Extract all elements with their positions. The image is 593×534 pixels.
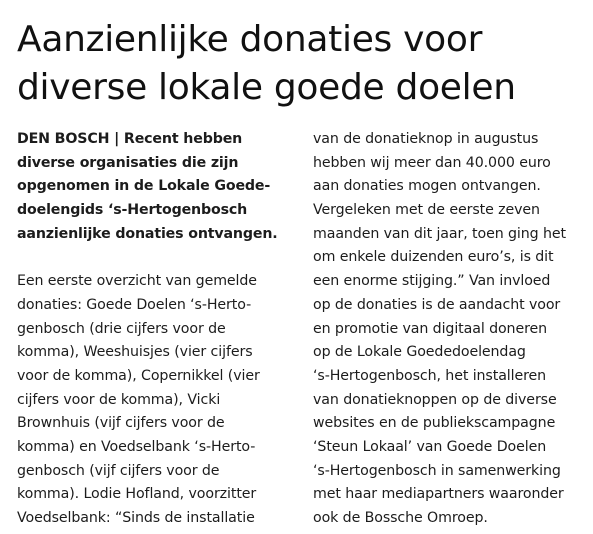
body-line: aan donaties mogen ontvangen.	[313, 178, 541, 195]
body-line: en promotie van digitaal doneren	[313, 320, 548, 337]
body-line: Vergeleken met de eerste zeven	[313, 202, 540, 219]
body-line: maanden van dit jaar, toen ging het	[313, 225, 566, 242]
body-line: van donatieknoppen op de diverse	[313, 391, 557, 408]
body-line: ‘s-Hertogenbosch, het installeren	[313, 367, 547, 384]
body-line: van de donatieknop in augustus	[313, 131, 539, 147]
body-line: komma), Weeshuisjes (vier cijfers	[17, 344, 253, 361]
paragraph-gap	[17, 246, 289, 270]
body-line: komma) en Voedselbank ‘s-Herto-	[17, 438, 256, 455]
body-line: komma). Lodie Hofland, voorzitter	[17, 486, 257, 503]
article-column-right	[313, 128, 588, 531]
body-line: een enorme stijging.” Van invloed	[313, 273, 551, 290]
body-line: om enkele duizenden euro’s, is dit	[313, 249, 554, 266]
lead-line: DEN BOSCH | Recent hebben	[17, 131, 243, 147]
body-line: Een eerste overzicht van gemelde	[17, 273, 257, 290]
headline-line: Aanzienlijke donaties voor	[17, 19, 483, 60]
body-line: ‘Steun Lokaal’ van Goede Doelen	[313, 438, 547, 455]
body-line: websites en de publiekscampagne	[313, 415, 556, 432]
body-line: genbosch (vijf cijfers voor de	[17, 462, 220, 479]
article-headline	[17, 16, 582, 112]
body-line: voor de komma), Copernikkel (vier	[17, 367, 260, 384]
headline-line: diverse lokale goede doelen	[17, 67, 516, 108]
article-lead	[17, 128, 289, 246]
body-line: met haar mediapartners waaronder	[313, 486, 564, 503]
lead-line: doelengids ‘s-Hertogenbosch	[17, 202, 248, 219]
body-line: donaties: Goede Doelen ‘s-Herto-	[17, 296, 252, 313]
lead-line: aanzienlijke donaties ontvangen.	[17, 225, 278, 242]
body-line: ‘s-Hertogenbosch in samenwerking	[313, 462, 561, 479]
body-line: cijfers voor de komma), Vicki	[17, 391, 221, 408]
body-line: op de donaties is de aandacht voor	[313, 296, 561, 313]
body-line: hebben wij meer dan 40.000 euro	[313, 154, 551, 171]
body-line: ook de Bossche Omroep.	[313, 510, 488, 526]
body-line: Brownhuis (vijf cijfers voor de	[17, 415, 225, 432]
body-line: Voedselbank: “Sinds de installatie	[17, 510, 255, 526]
body-line: op de Lokale Goededoelendag	[313, 344, 526, 361]
article-body-left	[17, 270, 289, 531]
lead-line: opgenomen in de Lokale Goede-	[17, 178, 271, 195]
lead-line: diverse organisaties die zijn	[17, 154, 239, 171]
article-column-left	[17, 128, 289, 531]
body-line: genbosch (drie cijfers voor de	[17, 320, 226, 337]
